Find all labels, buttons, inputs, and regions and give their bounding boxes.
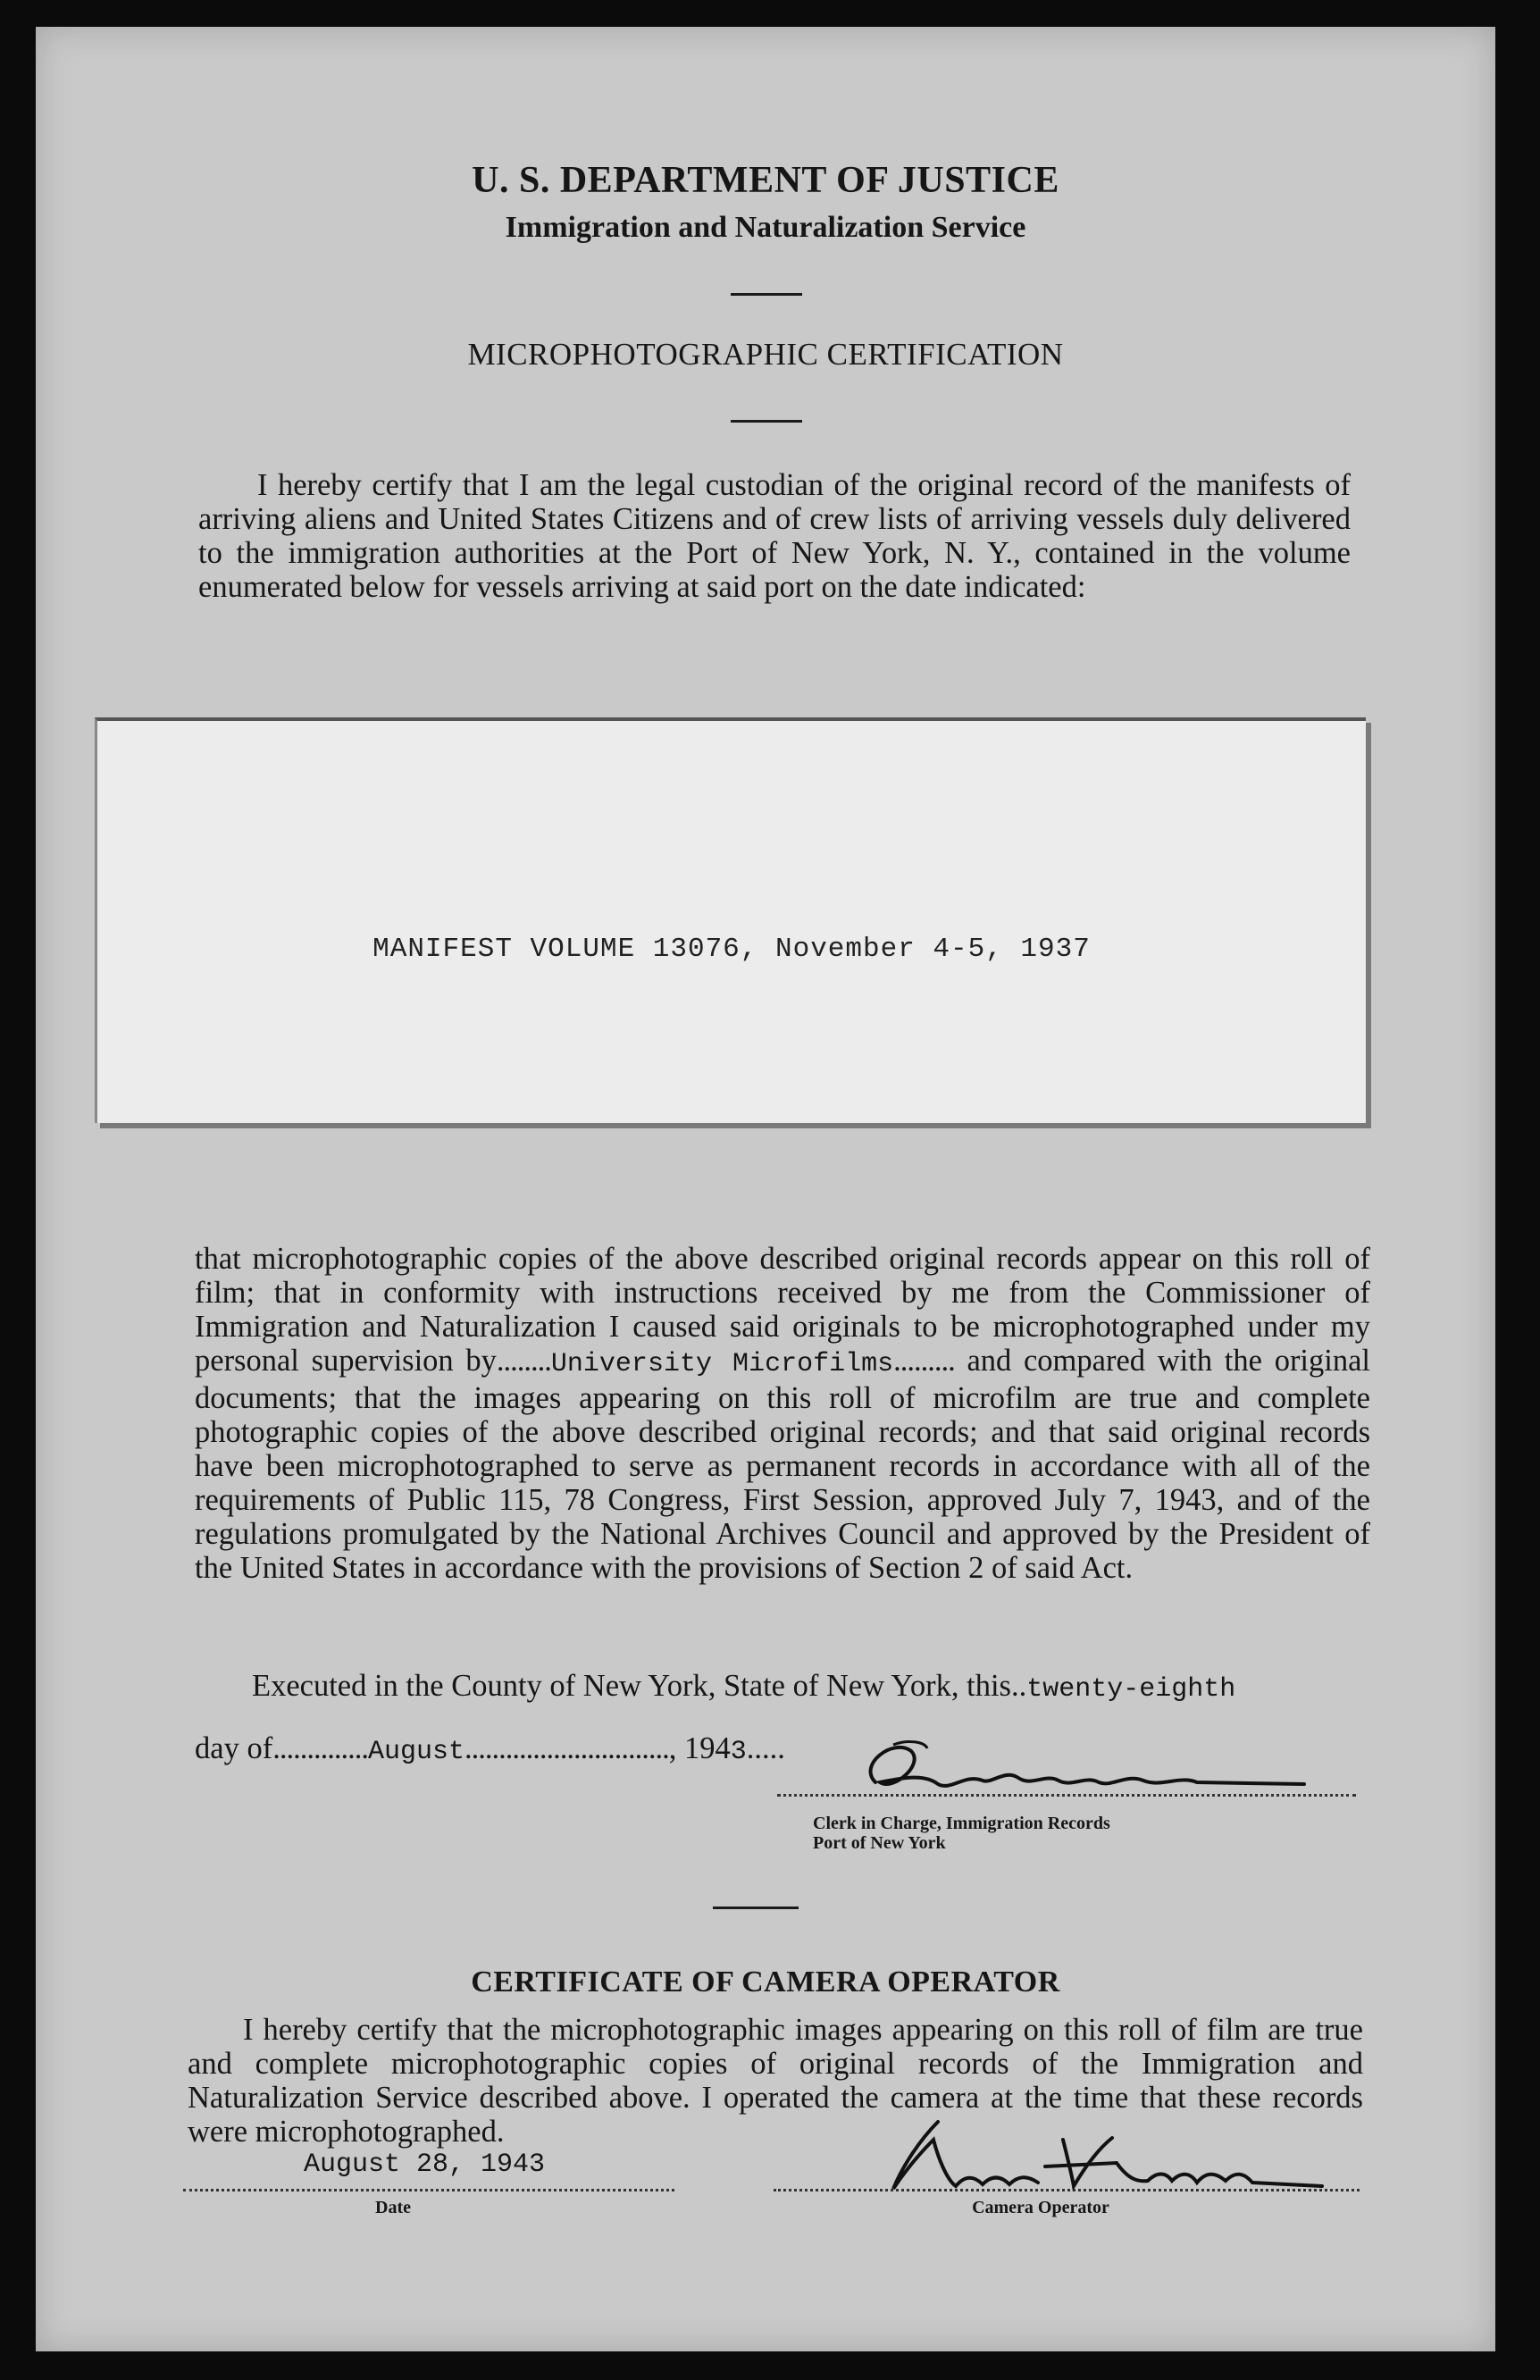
camera-date: August 28, 1943 [304,2150,546,2180]
divider-rule [713,1907,799,1909]
manifest-volume-text: MANIFEST VOLUME 13076, November 4-5, 1937 [372,934,1091,965]
operator-label: Camera Operator [972,2198,1109,2217]
day-of-line: day of..............August.............................., 1943..... [195,1731,785,1767]
clerk-signature [840,1729,1340,1809]
service-subtitle: Immigration and Naturalization Service [505,211,1026,244]
camera-operator-paragraph: I hereby certify that the microphotographic images appearing on this roll of film are true and complete microphotographic copies of original records of the Immigration and Naturalization Service described above. I operated the camera at the time that these records were microphotographed. [188,2013,1363,2149]
executed-year-prefix: , 194 [668,1731,731,1765]
executed-day: twenty-eighth [1026,1674,1236,1705]
day-of-label: day of [195,1731,273,1765]
executed-text: Executed in the County of New York, State of New York, this [252,1669,1011,1703]
executed-line: Executed in the County of New York, State of New York, this..twenty-eighth [252,1669,1236,1705]
divider-rule [731,293,802,296]
volume-insert-card [95,717,1366,1123]
executed-month: August [367,1737,465,1767]
photographer-name: University Microfilms [550,1349,894,1379]
divider-rule [731,420,802,423]
date-line [183,2189,674,2191]
certification-text-part1: that microphotographic copies of the above described original records appear on this roll of film; that in conformity with instructions received by me from the Commissioner of Immigration and Naturalization I caused said originals to be microphotographed under my personal supervision by [195,1242,1370,1378]
certification-text-part2: and compared with the original documents; that the images appearing on this roll of microfilm are true and complete photographic copies of the above described original records; and that said original records have been microphotographed to serve as permanent records in accordance with all of the requirements of Public 115, 78 Congress, First Session, approved July 7, 1943, and of the regulations promulgated by the National Archives Council and approved by the President of the United States in accordance with the provisions of Section 2 of said Act. [195,1344,1370,1585]
clerk-title-line2: Port of New York [813,1833,946,1853]
department-title: U. S. DEPARTMENT OF JUSTICE [472,160,1059,201]
certification-paragraph: that microphotographic copies of the above described original records appear on this roll of film; that in conformity with instructions received by me from the Commissioner of Immigration and Naturalization I caused said originals to be microphotographed under my personal supervision by........University Microfilms......... and compared with the original documents; that the images appearing on this roll of microfilm are true and complete photographic copies of the above described original records; and that said original records have been microphotographed to serve as permanent records in accordance with all of the requirements of Public 115, 78 Congress, First Session, approved July 7, 1943, and of the regulations promulgated by the National Archives Council and approved by the President of the United States in accordance with the provisions of Section 2 of said Act. [195,1242,1370,1585]
date-label: Date [375,2198,411,2217]
clerk-title-line1: Clerk in Charge, Immigration Records [813,1814,1110,1833]
certification-title: MICROPHOTOGRAPHIC CERTIFICATION [467,337,1064,372]
certificate-page [36,27,1495,2351]
camera-operator-title: CERTIFICATE OF CAMERA OPERATOR [471,1965,1060,1999]
executed-year-digit: 3 [730,1737,747,1767]
custodian-paragraph: I hereby certify that I am the legal custodian of the original record of the manifests of arriving aliens and United States Citizens and of crew lists of arriving vessels duly delivered to the immigration authorities at the Port of New York, N. Y., contained in the volume enumerated below for vessels arriving at said port on the date indicated: [198,468,1351,604]
operator-signature [840,2104,1340,2202]
